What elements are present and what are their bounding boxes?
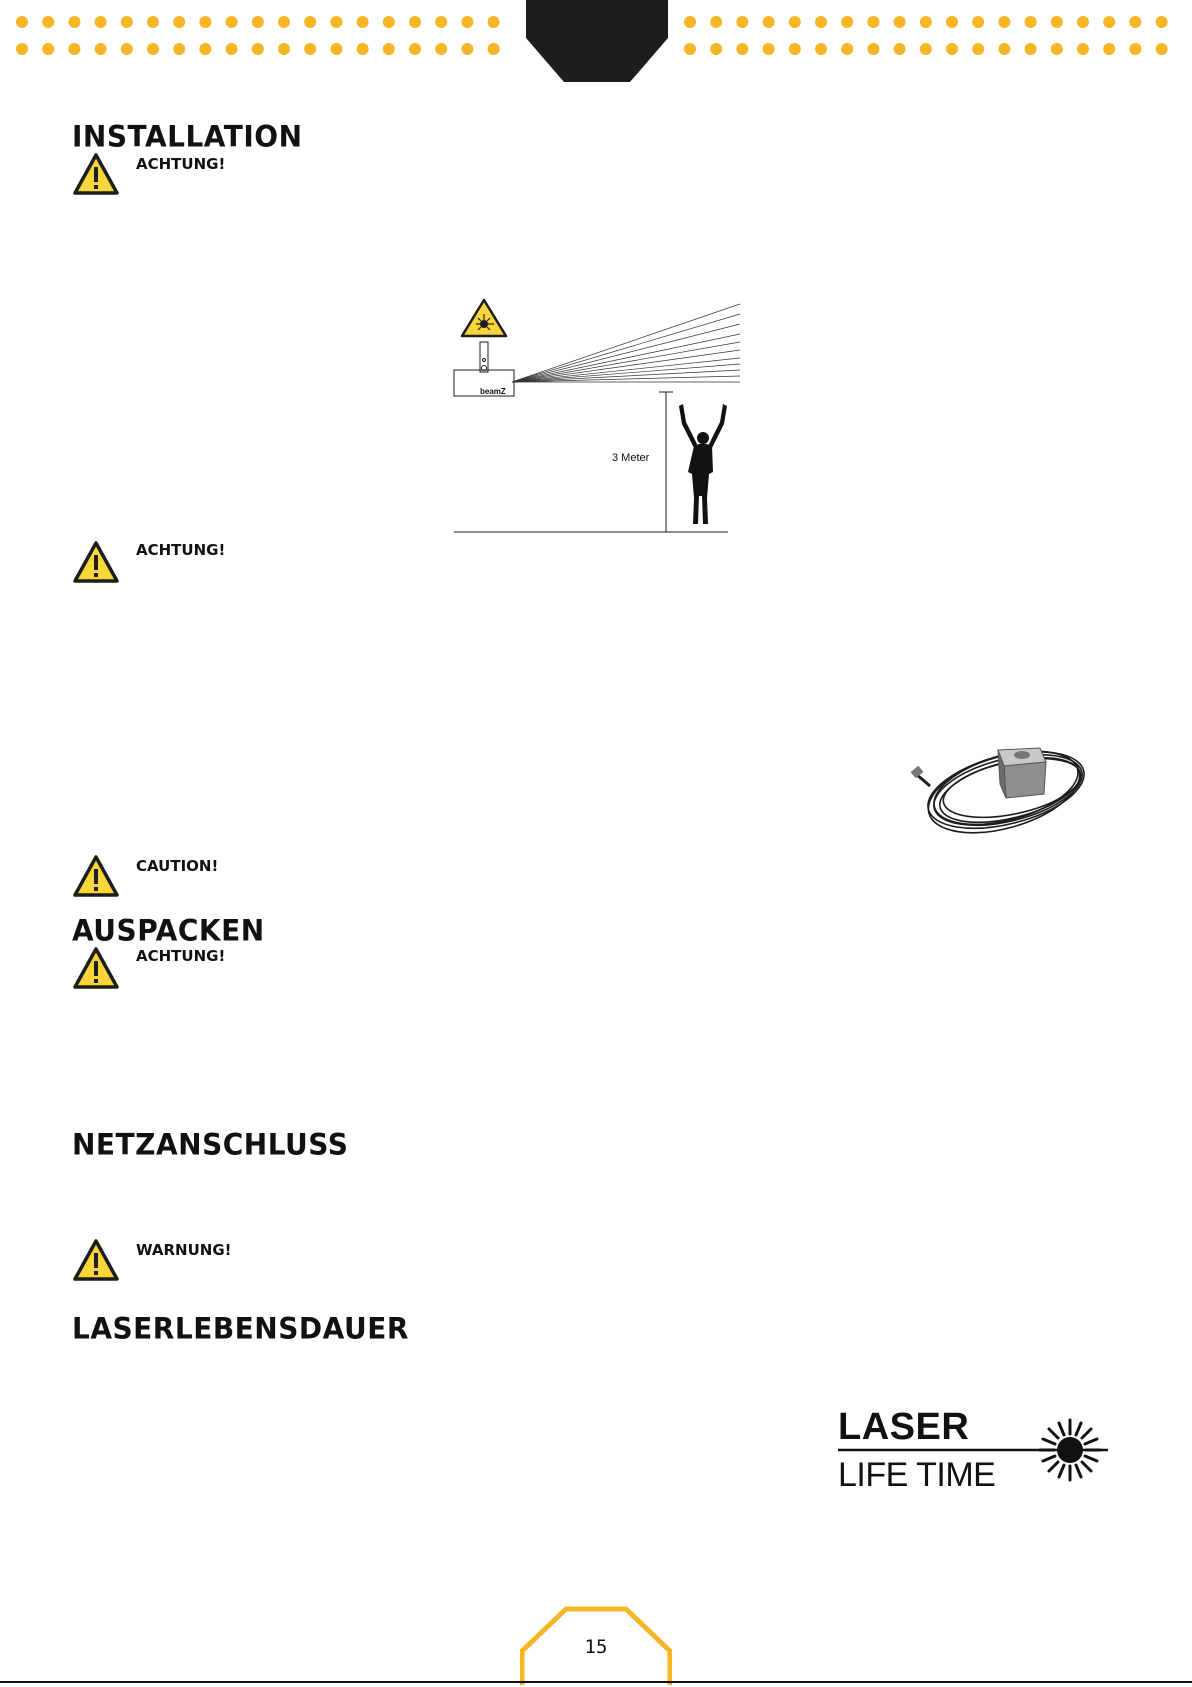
header-dot <box>710 43 722 55</box>
header-dot <box>304 16 316 28</box>
header-dot <box>357 16 369 28</box>
header-dot <box>488 16 500 28</box>
header-dot <box>841 43 853 55</box>
remote-cable-image <box>910 728 1090 844</box>
header-dot <box>304 43 316 55</box>
header-dot <box>330 43 342 55</box>
header-dot <box>42 16 54 28</box>
header-tab <box>524 0 670 84</box>
header-dot <box>1103 16 1115 28</box>
header-dot <box>383 16 395 28</box>
heading-installation: INSTALLATION <box>72 119 303 154</box>
header-dot <box>461 16 473 28</box>
header-dot <box>684 16 696 28</box>
header-dot <box>920 16 932 28</box>
header-dot <box>409 43 421 55</box>
header-dot <box>998 16 1010 28</box>
warning-triangle-icon <box>72 854 120 898</box>
header-dot <box>1156 43 1168 55</box>
header-dot <box>1025 16 1037 28</box>
diagram-height-label: 3 Meter <box>612 452 650 464</box>
warning-label-achtung: ACHTUNG! <box>136 155 226 173</box>
header-dot <box>252 43 264 55</box>
header-dot <box>998 43 1010 55</box>
warning-triangle-icon <box>72 1238 120 1282</box>
height-marker <box>454 392 728 532</box>
header-dot <box>894 43 906 55</box>
remote-switch-box <box>998 748 1046 798</box>
header-dot <box>409 16 421 28</box>
heading-netzanschluss: NETZANSCHLUSS <box>72 1127 349 1162</box>
header-dot <box>1129 16 1141 28</box>
header-dot <box>1051 43 1063 55</box>
laser-beam-lines <box>512 304 740 382</box>
header-dot <box>199 16 211 28</box>
warning-label-achtung: ACHTUNG! <box>136 541 226 559</box>
header-dot <box>972 16 984 28</box>
page-number: 15 <box>584 1636 608 1658</box>
header-dot <box>461 43 473 55</box>
laser-burst-icon <box>1040 1420 1100 1480</box>
person-silhouette <box>679 404 727 524</box>
header-dot <box>95 16 107 28</box>
warning-triangle-icon <box>72 152 120 196</box>
header-dot <box>1025 43 1037 55</box>
installation-height-diagram <box>450 296 750 536</box>
header-dot <box>1103 43 1115 55</box>
header-dot <box>972 43 984 55</box>
header-dot <box>789 43 801 55</box>
header-dot <box>16 16 28 28</box>
header-dot <box>121 43 133 55</box>
warning-label-achtung: ACHTUNG! <box>136 947 226 965</box>
header-dot <box>330 16 342 28</box>
header-dot <box>736 43 748 55</box>
header-dot <box>383 43 395 55</box>
header-dot <box>1077 43 1089 55</box>
header-dot <box>920 43 932 55</box>
header-dot <box>199 43 211 55</box>
header-dot <box>1051 16 1063 28</box>
header-dot <box>1077 16 1089 28</box>
header-dot <box>736 16 748 28</box>
header-dot <box>815 43 827 55</box>
header-dot <box>763 16 775 28</box>
footer-rule <box>0 1681 1192 1683</box>
header-dot <box>946 43 958 55</box>
laser-warning-icon <box>462 300 506 336</box>
header-dot <box>278 43 290 55</box>
header-dot <box>226 16 238 28</box>
header-dot <box>488 43 500 55</box>
header-dot <box>763 43 775 55</box>
header-dot <box>435 16 447 28</box>
header-dot <box>278 16 290 28</box>
header-dot <box>867 16 879 28</box>
logo-text-life-time: LIFE TIME <box>838 1456 996 1494</box>
header-dot <box>121 16 133 28</box>
header-dot <box>684 43 696 55</box>
heading-auspacken: AUSPACKEN <box>72 913 265 948</box>
warning-triangle-icon <box>72 540 120 584</box>
header-dot <box>252 16 264 28</box>
header-dot <box>147 16 159 28</box>
header-dot <box>815 16 827 28</box>
header-dot <box>841 16 853 28</box>
header-dot <box>789 16 801 28</box>
header-dot <box>42 43 54 55</box>
warning-triangle-icon <box>72 946 120 990</box>
header-dot <box>867 43 879 55</box>
header-dot <box>894 16 906 28</box>
header-dot <box>16 43 28 55</box>
header-dot <box>68 43 80 55</box>
logo-text-laser: LASER <box>838 1406 970 1448</box>
header-dot <box>68 16 80 28</box>
header-dot <box>1156 16 1168 28</box>
header-dot <box>357 43 369 55</box>
header-dot <box>173 43 185 55</box>
header-dot <box>435 43 447 55</box>
warning-label-warnung: WARNUNG! <box>136 1241 232 1259</box>
header-dot <box>226 43 238 55</box>
heading-laserlebensdauer: LASERLEBENSDAUER <box>72 1311 409 1346</box>
diagram-brand: beamZ <box>480 387 506 396</box>
header-dot <box>1129 43 1141 55</box>
header-dot <box>147 43 159 55</box>
header-dot <box>946 16 958 28</box>
warning-label-caution: CAUTION! <box>136 857 219 875</box>
header-dot <box>710 16 722 28</box>
header-dot <box>173 16 185 28</box>
header-dot <box>95 43 107 55</box>
